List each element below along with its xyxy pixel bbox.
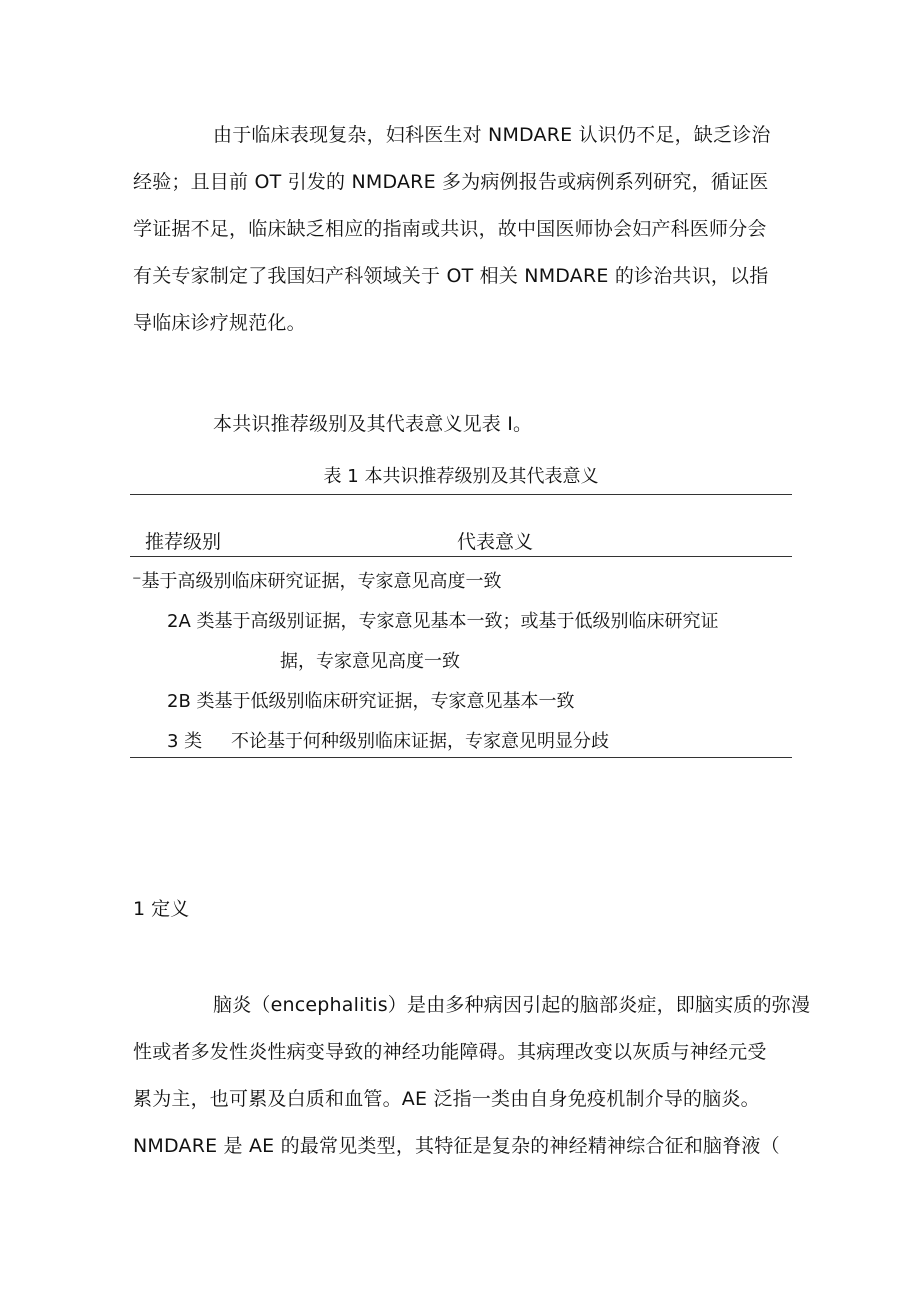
intro-paragraph <box>133 112 793 347</box>
table-row-2a-line-1: 2A 类基于高级别证据，专家意见基本一致；或基于低级别临床研究证 <box>167 611 719 632</box>
table-header-level: 推荐级别 <box>145 531 222 553</box>
table-row-2b: 2B 类基于低级别临床研究证据，专家意见基本一致 <box>167 691 575 712</box>
table-header-meaning: 代表意义 <box>457 531 534 553</box>
paragraph-line: 性或者多发性炎性病变导致的神经功能障碍。其病理改变以灰质与神经元受 <box>133 1041 767 1063</box>
paragraph-line: NMDARE 是 AE 的最常见类型，其特征是复杂的神经精神综合征和脑脊液（ <box>133 1135 780 1157</box>
table-row-3-meaning: 不论基于何种级别临床证据，专家意见明显分歧 <box>231 731 609 752</box>
paragraph-line: 累为主，也可累及白质和血管。AE 泛指一类由自身免疫机制介导的脑炎。 <box>133 1088 760 1110</box>
table-row-1: ⁻基于高级别临床研究证据，专家意见高度一致 <box>132 571 502 592</box>
table-caption: 表 1 本共识推荐级别及其代表意义 <box>323 466 599 487</box>
table-row-3-level: 3 类 <box>167 731 203 752</box>
table-top-rule <box>130 494 792 495</box>
table-bottom-rule <box>130 757 792 758</box>
paragraph-line: 脑炎（encephalitis）是由多种病因引起的脑部炎症，即脑实质的弥漫 <box>213 994 811 1016</box>
table-header-rule <box>130 556 792 557</box>
paragraph-line: 学证据不足，临床缺乏相应的指南或共识，故中国医师协会妇产科医师分会 <box>133 218 767 240</box>
recommend-paragraph <box>133 401 793 448</box>
section-heading: 1 定义 <box>133 898 190 920</box>
paragraph-line: 有关专家制定了我国妇产科领域关于 OT 相关 NMDARE 的诊治共识，以指 <box>133 265 769 287</box>
paragraph-line: 由于临床表现复杂，妇科医生对 NMDARE 认识仍不足，缺乏诊治 <box>213 124 771 146</box>
paragraph-line: 导临床诊疗规范化。 <box>133 312 306 334</box>
paragraph-line: 本共识推荐级别及其代表意义见表 I。 <box>213 413 533 435</box>
table-row-2a-line-2: 据，专家意见高度一致 <box>280 651 460 672</box>
paragraph-line: 经验；且目前 OT 引发的 NMDARE 多为病例报告或病例系列研究，循证医 <box>133 171 769 193</box>
definition-paragraph <box>133 982 811 1170</box>
